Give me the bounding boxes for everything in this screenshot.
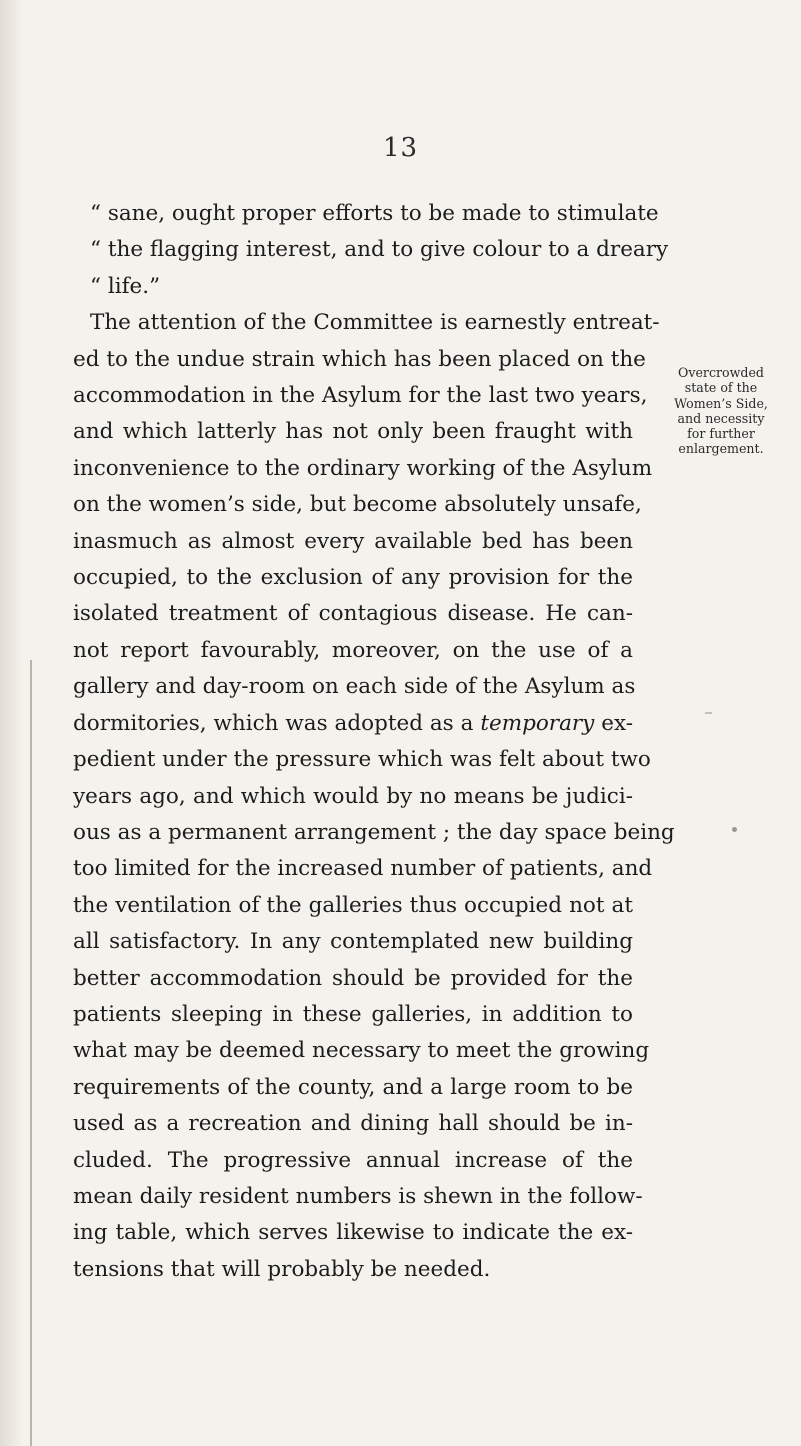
body-line-5: ed to the undue strain which has been placed on the <box>73 346 646 372</box>
body-line-13: not report favourably, moreover, on the use of a <box>73 637 633 663</box>
body-line-17: years ago, and which would by no means be judici- <box>73 783 633 809</box>
stray-mark <box>705 712 712 714</box>
binding-shadow <box>0 0 22 1446</box>
body-line-23: patients sleeping in these galleries, in addition to <box>73 1001 633 1027</box>
body-line-6: accommodation in the Asylum for the last two years, <box>73 383 648 409</box>
marginal-note-line: for further <box>687 426 755 442</box>
body-line-16: pedient under the pressure which was felt about two <box>73 747 651 773</box>
body-line-7: and which latterly has not only been fraught with <box>73 419 633 445</box>
body-line-1: “ sane, ought proper efforts to be made to stimulate <box>90 201 659 226</box>
body-line-14: gallery and day-room on each side of the Asylum as <box>73 674 636 700</box>
marginal-note-line: and necessity <box>677 410 765 426</box>
body-line-25: requirements of the county, and a large room to be <box>73 1074 633 1100</box>
body-line-24: what may be deemed necessary to meet the growing <box>73 1038 650 1064</box>
body-line-29: ing table, which serves likewise to indicate the ex- <box>73 1220 633 1246</box>
page-number: 13 <box>382 133 419 163</box>
body-line-12: isolated treatment of contagious disease. He can- <box>73 601 633 627</box>
marginal-note-line: Women’s Side, <box>674 395 768 411</box>
body-line-28: mean daily resident numbers is shewn in the follow- <box>73 1183 643 1209</box>
body-line-21: all satisfactory. In any contemplated new building <box>73 929 633 955</box>
body-line-26: used as a recreation and dining hall should be in- <box>73 1111 633 1137</box>
body-line-10: inasmuch as almost every available bed has been <box>73 528 633 554</box>
body-line-3: “ life.” <box>90 273 161 299</box>
body-line-19: too limited for the increased number of patients, and <box>73 856 653 882</box>
body-line-20: the ventilation of the galleries thus occupied not at <box>73 892 633 918</box>
body-line-30: tensions that will probably be needed. <box>73 1256 491 1282</box>
body-text <box>73 196 675 1288</box>
body-line-15 <box>73 706 633 742</box>
binding-edge-line <box>30 660 32 1446</box>
body-line-22: better accommodation should be provided for the <box>73 965 633 991</box>
body-line-11: occupied, to the exclusion of any provision for the <box>73 565 633 591</box>
emphasis-temporary: temporary <box>480 710 595 736</box>
marginal-note-line: Overcrowded <box>678 365 764 380</box>
marginal-note-line: state of the <box>684 380 758 396</box>
body-line-4: The attention of the Committee is earnestly entreat- <box>90 310 660 336</box>
ink-speck <box>732 827 737 832</box>
body-line-27: cluded. The progressive annual increase of the <box>73 1147 633 1173</box>
body-line-9: on the women’s side, but become absolutely unsafe, <box>73 492 642 518</box>
marginal-note-line: enlargement. <box>678 441 764 457</box>
body-line-15-start: dormitories, which was adopted as a <box>73 710 474 736</box>
body-line-2: “ the flagging interest, and to give colour to a dreary <box>90 237 669 263</box>
body-line-15-end: ex- <box>601 710 633 736</box>
body-line-8: inconvenience to the ordinary working of the Asylum <box>73 455 653 481</box>
body-line-18: ous as a permanent arrangement ; the day space being <box>73 819 675 845</box>
marginal-note <box>652 365 790 457</box>
